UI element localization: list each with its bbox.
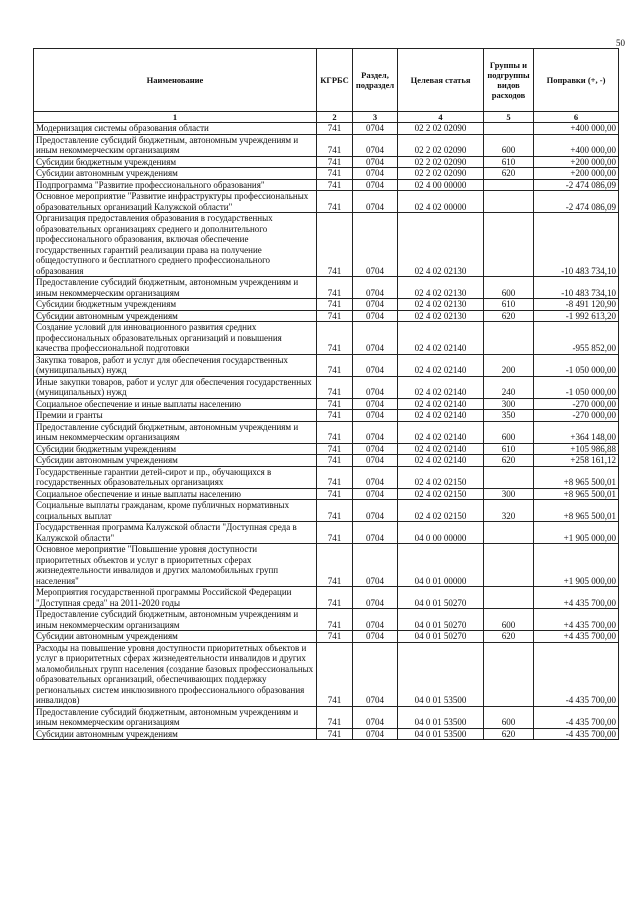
table-row [34, 488, 619, 500]
row-amount-cell: +200 000,00 [534, 168, 619, 180]
row-target-cell: 02 4 02 02140 [398, 322, 484, 355]
row-name-cell: Организация предоставления образования в государственных образовательных организациях среднего и дополнительного профессионального образования, включая обеспечение государственных гарантий реализации права на получение общедоступного и бесплатного среднего профессионального образования [34, 213, 317, 277]
row-amount-cell: -2 474 086,09 [534, 179, 619, 191]
row-amount-cell: -10 483 734,10 [534, 213, 619, 277]
table-row [34, 642, 619, 706]
row-amount-cell: +258 161,12 [534, 455, 619, 467]
row-name-cell: Подпрограмма "Развитие профессионального образования" [34, 179, 317, 191]
row-name-cell: Субсидии автономным учреждениям [34, 168, 317, 180]
row-section-cell: 0704 [353, 544, 398, 587]
row-target-cell: 02 4 02 02140 [398, 354, 484, 376]
row-target-cell: 02 4 02 02140 [398, 410, 484, 422]
budget-amendments-table [33, 48, 619, 740]
row-kgrbs-cell: 741 [317, 179, 353, 191]
row-name-cell: Мероприятия государственной программы Российской Федерации "Доступная среда" на 2011-2020 годы [34, 587, 317, 609]
row-kgrbs-cell: 741 [317, 213, 353, 277]
table-row [34, 277, 619, 299]
row-name-cell: Модернизация системы образования области [34, 123, 317, 135]
row-amount-cell: -4 435 700,00 [534, 642, 619, 706]
row-name-cell: Предоставление субсидий бюджетным, автономным учреждениям и иным некоммерческим организациям [34, 609, 317, 631]
row-section-cell: 0704 [353, 376, 398, 398]
header-amount: Поправки (+, -) [534, 49, 619, 112]
page-number: 50 [616, 38, 625, 48]
table-row [34, 168, 619, 180]
row-target-cell: 02 4 02 02140 [398, 398, 484, 410]
row-section-cell: 0704 [353, 156, 398, 168]
row-target-cell: 02 4 00 00000 [398, 179, 484, 191]
row-target-cell: 02 4 02 02140 [398, 455, 484, 467]
table-row [34, 587, 619, 609]
table-row [34, 544, 619, 587]
row-amount-cell: +4 435 700,00 [534, 587, 619, 609]
row-target-cell: 04 0 01 50270 [398, 587, 484, 609]
row-kgrbs-cell: 741 [317, 728, 353, 740]
row-kgrbs-cell: 741 [317, 488, 353, 500]
table-body [34, 123, 619, 740]
row-name-cell: Социальное обеспечение и иные выплаты населению [34, 398, 317, 410]
row-kgrbs-cell: 741 [317, 522, 353, 544]
row-group-cell [484, 191, 534, 213]
row-section-cell: 0704 [353, 168, 398, 180]
row-group-cell: 610 [484, 443, 534, 455]
row-amount-cell: +200 000,00 [534, 156, 619, 168]
row-kgrbs-cell: 741 [317, 299, 353, 311]
row-target-cell: 02 4 02 00000 [398, 191, 484, 213]
row-amount-cell: -4 435 700,00 [534, 728, 619, 740]
row-group-cell: 600 [484, 277, 534, 299]
row-target-cell: 02 4 02 02150 [398, 500, 484, 522]
row-target-cell: 04 0 01 53500 [398, 728, 484, 740]
table-row [34, 728, 619, 740]
row-amount-cell: -270 000,00 [534, 398, 619, 410]
row-section-cell: 0704 [353, 354, 398, 376]
row-section-cell: 0704 [353, 443, 398, 455]
row-target-cell: 02 2 02 02090 [398, 134, 484, 156]
table-row [34, 322, 619, 355]
row-target-cell: 02 2 02 02090 [398, 168, 484, 180]
row-amount-cell: -1 992 613,20 [534, 310, 619, 322]
row-name-cell: Субсидии бюджетным учреждениям [34, 443, 317, 455]
row-kgrbs-cell: 741 [317, 544, 353, 587]
column-number: 2 [317, 112, 353, 123]
row-name-cell: Социальное обеспечение и иные выплаты населению [34, 488, 317, 500]
row-group-cell: 320 [484, 500, 534, 522]
table-row [34, 522, 619, 544]
row-amount-cell: +400 000,00 [534, 134, 619, 156]
table-row [34, 443, 619, 455]
row-kgrbs-cell: 741 [317, 322, 353, 355]
row-name-cell: Государственная программа Калужской области "Доступная среда в Калужской области" [34, 522, 317, 544]
column-number: 6 [534, 112, 619, 123]
row-name-cell: Иные закупки товаров, работ и услуг для обеспечения государственных (муниципальных) нужд [34, 376, 317, 398]
row-group-cell [484, 123, 534, 135]
row-amount-cell: -4 435 700,00 [534, 706, 619, 728]
row-name-cell: Субсидии бюджетным учреждениям [34, 156, 317, 168]
row-group-cell [484, 587, 534, 609]
row-target-cell: 02 2 02 02090 [398, 156, 484, 168]
row-kgrbs-cell: 741 [317, 706, 353, 728]
header-group: Группы и подгруппы видов расходов [484, 49, 534, 112]
table-row [34, 213, 619, 277]
row-target-cell: 02 4 02 02140 [398, 376, 484, 398]
row-section-cell: 0704 [353, 123, 398, 135]
row-section-cell: 0704 [353, 609, 398, 631]
row-section-cell: 0704 [353, 191, 398, 213]
row-target-cell: 04 0 01 50270 [398, 609, 484, 631]
table-row [34, 134, 619, 156]
column-number: 4 [398, 112, 484, 123]
table-row [34, 500, 619, 522]
row-section-cell: 0704 [353, 398, 398, 410]
row-target-cell: 02 4 02 02140 [398, 443, 484, 455]
row-name-cell: Расходы на повышение уровня доступности приоритетных объектов и услуг в приоритетных сферах жизнедеятельности инвалидов и других маломобильных групп населения (создание базовых профессиональных образовательных организаций, обеспечивающих поддержку региональных систем инклюзивного профессионального образования инвалидов) [34, 642, 317, 706]
row-name-cell: Предоставление субсидий бюджетным, автономным учреждениям и иным некоммерческим организациям [34, 277, 317, 299]
table-row [34, 299, 619, 311]
row-group-cell: 610 [484, 299, 534, 311]
row-amount-cell: -2 474 086,09 [534, 191, 619, 213]
header-section: Раздел, подраздел [353, 49, 398, 112]
row-section-cell: 0704 [353, 421, 398, 443]
row-kgrbs-cell: 741 [317, 466, 353, 488]
table-row [34, 156, 619, 168]
row-group-cell [484, 466, 534, 488]
column-number: 5 [484, 112, 534, 123]
row-group-cell: 600 [484, 706, 534, 728]
row-group-cell: 200 [484, 354, 534, 376]
table-row [34, 376, 619, 398]
row-name-cell: Субсидии автономным учреждениям [34, 455, 317, 467]
row-kgrbs-cell: 741 [317, 631, 353, 643]
row-section-cell: 0704 [353, 642, 398, 706]
row-kgrbs-cell: 741 [317, 376, 353, 398]
row-name-cell: Государственные гарантии детей-сирот и пр., обучающихся в государственных образовательных организациях [34, 466, 317, 488]
row-amount-cell: -270 000,00 [534, 410, 619, 422]
table-row [34, 706, 619, 728]
row-name-cell: Социальные выплаты гражданам, кроме публичных нормативных социальных выплат [34, 500, 317, 522]
row-name-cell: Субсидии автономным учреждениям [34, 631, 317, 643]
row-section-cell: 0704 [353, 277, 398, 299]
row-group-cell: 240 [484, 376, 534, 398]
row-amount-cell: +105 986,88 [534, 443, 619, 455]
column-number: 3 [353, 112, 398, 123]
row-group-cell: 300 [484, 398, 534, 410]
row-group-cell [484, 213, 534, 277]
row-group-cell [484, 179, 534, 191]
row-target-cell: 02 4 02 02130 [398, 213, 484, 277]
table-row [34, 179, 619, 191]
table-row [34, 398, 619, 410]
row-kgrbs-cell: 741 [317, 455, 353, 467]
header-name: Наименование [34, 49, 317, 112]
row-name-cell: Предоставление субсидий бюджетным, автономным учреждениям и иным некоммерческим организациям [34, 421, 317, 443]
row-target-cell: 02 4 02 02150 [398, 488, 484, 500]
row-kgrbs-cell: 741 [317, 310, 353, 322]
row-amount-cell: -955 852,00 [534, 322, 619, 355]
row-target-cell: 04 0 00 00000 [398, 522, 484, 544]
row-target-cell: 04 0 01 00000 [398, 544, 484, 587]
row-section-cell: 0704 [353, 488, 398, 500]
row-section-cell: 0704 [353, 213, 398, 277]
row-group-cell: 620 [484, 168, 534, 180]
table-row [34, 410, 619, 422]
row-section-cell: 0704 [353, 728, 398, 740]
table-row [34, 466, 619, 488]
row-kgrbs-cell: 741 [317, 642, 353, 706]
row-target-cell: 02 4 02 02150 [398, 466, 484, 488]
row-kgrbs-cell: 741 [317, 443, 353, 455]
row-section-cell: 0704 [353, 466, 398, 488]
row-section-cell: 0704 [353, 522, 398, 544]
row-target-cell: 04 0 01 50270 [398, 631, 484, 643]
column-number: 1 [34, 112, 317, 123]
row-target-cell: 04 0 01 53500 [398, 706, 484, 728]
row-group-cell [484, 642, 534, 706]
table-row [34, 123, 619, 135]
row-kgrbs-cell: 741 [317, 277, 353, 299]
column-number-row [34, 112, 619, 123]
row-group-cell: 600 [484, 609, 534, 631]
row-group-cell [484, 322, 534, 355]
row-section-cell: 0704 [353, 179, 398, 191]
row-target-cell: 02 4 02 02130 [398, 299, 484, 311]
row-amount-cell: +4 435 700,00 [534, 631, 619, 643]
table-header-row [34, 49, 619, 112]
row-section-cell: 0704 [353, 706, 398, 728]
row-target-cell: 04 0 01 53500 [398, 642, 484, 706]
row-kgrbs-cell: 741 [317, 410, 353, 422]
row-amount-cell: -10 483 734,10 [534, 277, 619, 299]
header-target: Целевая статья [398, 49, 484, 112]
row-group-cell [484, 544, 534, 587]
row-amount-cell: +8 965 500,01 [534, 466, 619, 488]
row-name-cell: Субсидии автономным учреждениям [34, 310, 317, 322]
table-row [34, 191, 619, 213]
row-target-cell: 02 4 02 02130 [398, 277, 484, 299]
row-kgrbs-cell: 741 [317, 168, 353, 180]
table-row [34, 354, 619, 376]
row-group-cell: 620 [484, 631, 534, 643]
row-group-cell: 610 [484, 156, 534, 168]
row-amount-cell: +1 905 000,00 [534, 544, 619, 587]
row-section-cell: 0704 [353, 322, 398, 355]
row-section-cell: 0704 [353, 455, 398, 467]
row-kgrbs-cell: 741 [317, 354, 353, 376]
header-kgrbs: КГРБС [317, 49, 353, 112]
row-section-cell: 0704 [353, 310, 398, 322]
row-name-cell: Основное мероприятие "Повышение уровня доступности приоритетных объектов и услуг в приоритетных сферах жизнедеятельности инвалидов и других маломобильных групп населения" [34, 544, 317, 587]
row-group-cell: 620 [484, 728, 534, 740]
row-kgrbs-cell: 741 [317, 609, 353, 631]
row-section-cell: 0704 [353, 631, 398, 643]
row-section-cell: 0704 [353, 134, 398, 156]
row-group-cell: 600 [484, 421, 534, 443]
row-section-cell: 0704 [353, 587, 398, 609]
row-amount-cell: +4 435 700,00 [534, 609, 619, 631]
row-group-cell: 620 [484, 310, 534, 322]
row-kgrbs-cell: 741 [317, 398, 353, 410]
row-target-cell: 02 4 02 02130 [398, 310, 484, 322]
row-amount-cell: +8 965 500,01 [534, 500, 619, 522]
row-group-cell [484, 522, 534, 544]
row-kgrbs-cell: 741 [317, 191, 353, 213]
row-name-cell: Создание условий для инновационного развития средних профессиональных образовательных организаций и повышения качества профессиональной подготовки [34, 322, 317, 355]
row-group-cell: 600 [484, 134, 534, 156]
row-name-cell: Субсидии автономным учреждениям [34, 728, 317, 740]
row-target-cell: 02 2 02 02090 [398, 123, 484, 135]
row-amount-cell: +400 000,00 [534, 123, 619, 135]
table-row [34, 310, 619, 322]
row-name-cell: Закупка товаров, работ и услуг для обеспечения государственных (муниципальных) нужд [34, 354, 317, 376]
row-name-cell: Предоставление субсидий бюджетным, автономным учреждениям и иным некоммерческим организациям [34, 706, 317, 728]
row-amount-cell: +1 905 000,00 [534, 522, 619, 544]
table-row [34, 631, 619, 643]
table-row [34, 609, 619, 631]
row-name-cell: Субсидии бюджетным учреждениям [34, 299, 317, 311]
row-kgrbs-cell: 741 [317, 123, 353, 135]
row-name-cell: Премии и гранты [34, 410, 317, 422]
row-kgrbs-cell: 741 [317, 500, 353, 522]
row-kgrbs-cell: 741 [317, 421, 353, 443]
table-row [34, 421, 619, 443]
row-kgrbs-cell: 741 [317, 587, 353, 609]
row-amount-cell: -1 050 000,00 [534, 354, 619, 376]
row-section-cell: 0704 [353, 299, 398, 311]
row-name-cell: Предоставление субсидий бюджетным, автономным учреждениям и иным некоммерческим организациям [34, 134, 317, 156]
row-target-cell: 02 4 02 02140 [398, 421, 484, 443]
row-group-cell: 350 [484, 410, 534, 422]
row-amount-cell: -8 491 120,90 [534, 299, 619, 311]
row-kgrbs-cell: 741 [317, 134, 353, 156]
row-name-cell: Основное мероприятие "Развитие инфраструктуры профессиональных образовательных организаций Калужской области" [34, 191, 317, 213]
row-section-cell: 0704 [353, 500, 398, 522]
row-group-cell: 620 [484, 455, 534, 467]
row-amount-cell: +364 148,00 [534, 421, 619, 443]
row-section-cell: 0704 [353, 410, 398, 422]
row-kgrbs-cell: 741 [317, 156, 353, 168]
table-row [34, 455, 619, 467]
row-amount-cell: +8 965 500,01 [534, 488, 619, 500]
row-group-cell: 300 [484, 488, 534, 500]
row-amount-cell: -1 050 000,00 [534, 376, 619, 398]
